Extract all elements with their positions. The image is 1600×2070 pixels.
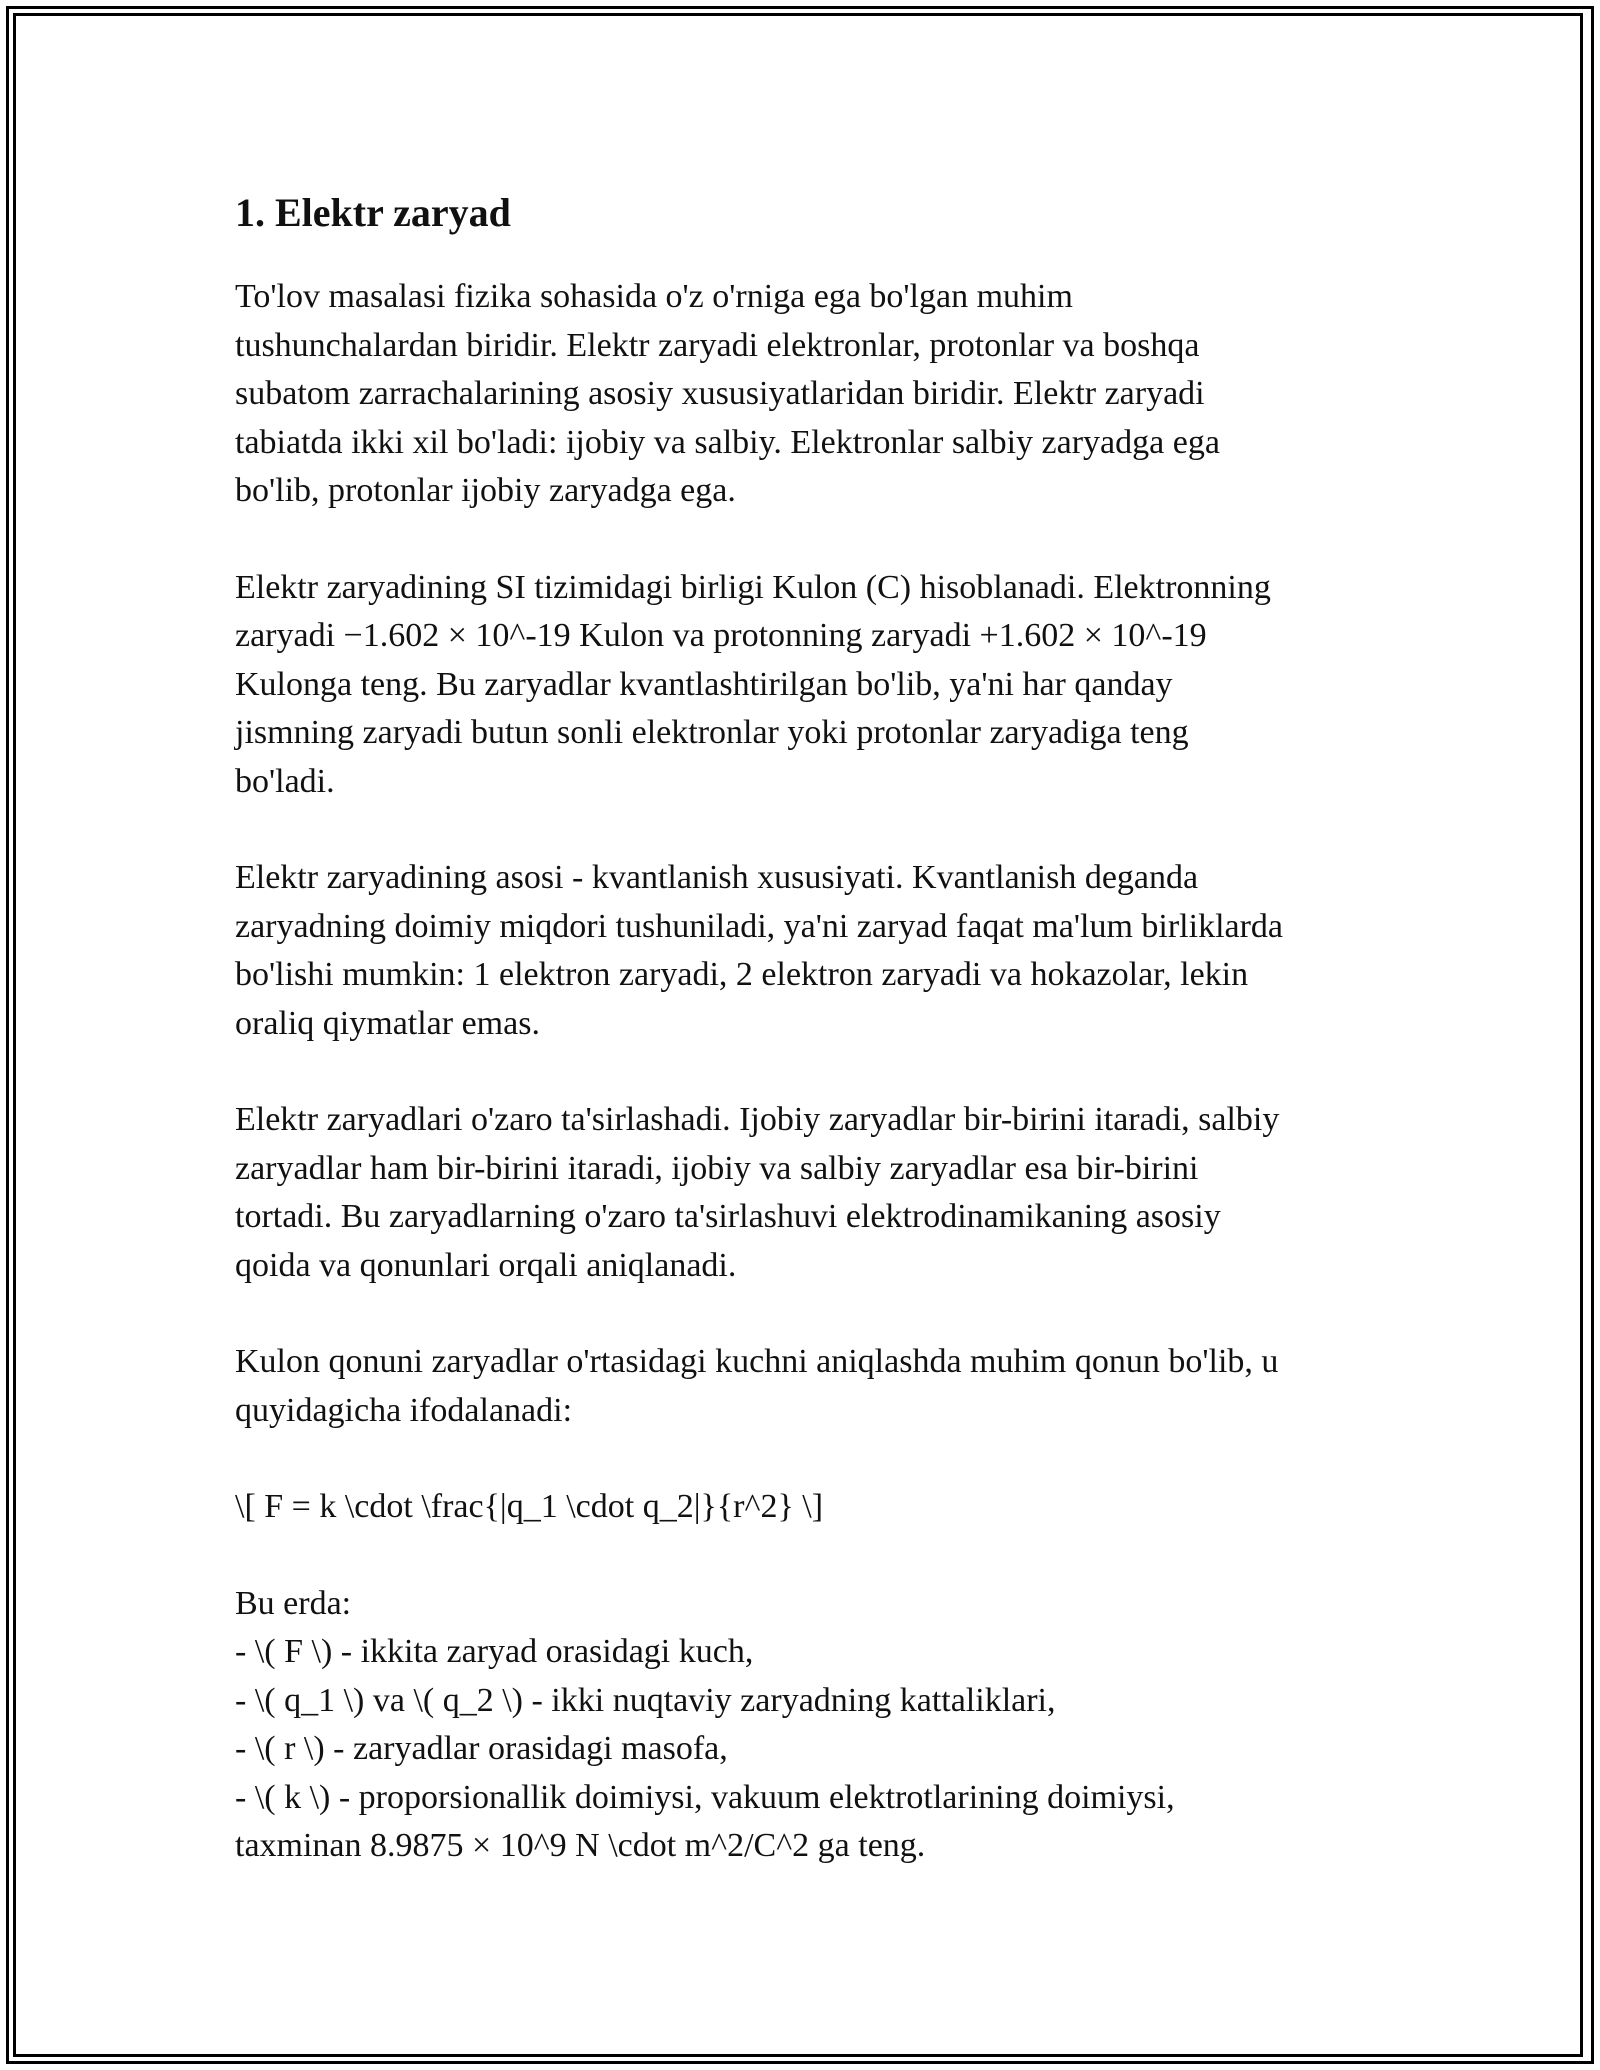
paragraph-intro [235,273,1375,516]
list-item: - \( r \) - zaryadlar orasidagi masofa, [235,1730,728,1767]
text-line: taxminan 8.9875 × 10^9 N \cdot m^2/C^2 ga teng. [235,1827,926,1864]
list-item: - \( k \) - proporsionallik doimiysi, vakuum elektrotlarining doimiysi, [235,1778,1175,1816]
text-line: jismning zaryadi butun sonli elektronlar yoki protonlar zaryadiga teng [235,714,1189,751]
list-item: - \( F \) - ikkita zaryad orasidagi kuch, [235,1633,754,1670]
text-line: zaryadlar ham bir-birini itaradi, ijobiy va salbiy zaryadlar esa bir-birini [235,1149,1199,1187]
text-line: Elektr zaryadlari o'zaro ta'sirlashadi. Ijobiy zaryadlar bir-birini itaradi, salbiy [235,1101,1280,1138]
paragraph-si-unit [235,564,1375,807]
text-line: tortadi. Bu zaryadlarning o'zaro ta'sirlashuvi elektrodinamikaning asosiy [235,1198,1221,1235]
paragraph-interaction [235,1096,1375,1290]
text-line: tushunchalardan biridir. Elektr zaryadi elektronlar, protonlar va boshqa [235,326,1200,364]
paragraph-quantization [235,854,1375,1048]
text-line: Elektr zaryadining SI tizimidagi birligi Kulon (C) hisoblanadi. Elektronning [235,568,1271,606]
text-line: oraliq qiymatlar emas. [235,1004,540,1042]
text-line: To'lov masalasi fizika sohasida o'z o'rniga ega bo'lgan muhim [235,278,1073,315]
text-line: Kulonga teng. Bu zaryadlar kvantlashtirilgan bo'lib, ya'ni har qanday [235,665,1173,703]
text-line: subatom zarrachalarining asosiy xususiyatlaridan biridir. Elektr zaryadi [235,375,1205,412]
text-line: qoida va qonunlari orqali aniqlanadi. [235,1246,737,1284]
text-line: bo'lib, protonlar ijobiy zaryadga ega. [235,472,736,509]
paragraph-definitions [235,1580,1375,1871]
text-line: zaryadning doimiy miqdori tushuniladi, ya'ni zaryad faqat ma'lum birliklarda [235,907,1284,945]
document-body [235,185,1375,1919]
text-line: tabiatda ikki xil bo'ladi: ijobiy va salbiy. Elektronlar salbiy zaryadga ega [235,423,1220,461]
paragraph-coulomb-law [235,1338,1375,1435]
formula-line [235,1483,1375,1532]
text-line: zaryadi −1.602 × 10^-19 Kulon va protonning zaryadi +1.602 × 10^-19 [235,617,1207,654]
text-line: quyidagicha ifodalanadi: [235,1391,573,1429]
formula-text: \[ F = k \cdot \frac{|q_1 \cdot q_2|}{r^2} \] [235,1488,824,1525]
text-line: Bu erda: [235,1584,352,1622]
section-heading: 1. Elektr zaryad [235,190,511,235]
text-line: bo'ladi. [235,762,335,800]
list-item: - \( q_1 \) va \( q_2 \) - ikki nuqtaviy zaryadning kattaliklari, [235,1681,1056,1719]
text-line: Kulon qonuni zaryadlar o'rtasidagi kuchni aniqlashda muhim qonun bo'lib, u [235,1343,1279,1380]
text-line: Elektr zaryadining asosi - kvantlanish xususiyati. Kvantlanish deganda [235,859,1199,896]
text-line: bo'lishi mumkin: 1 elektron zaryadi, 2 elektron zaryadi va hokazolar, lekin [235,956,1249,993]
